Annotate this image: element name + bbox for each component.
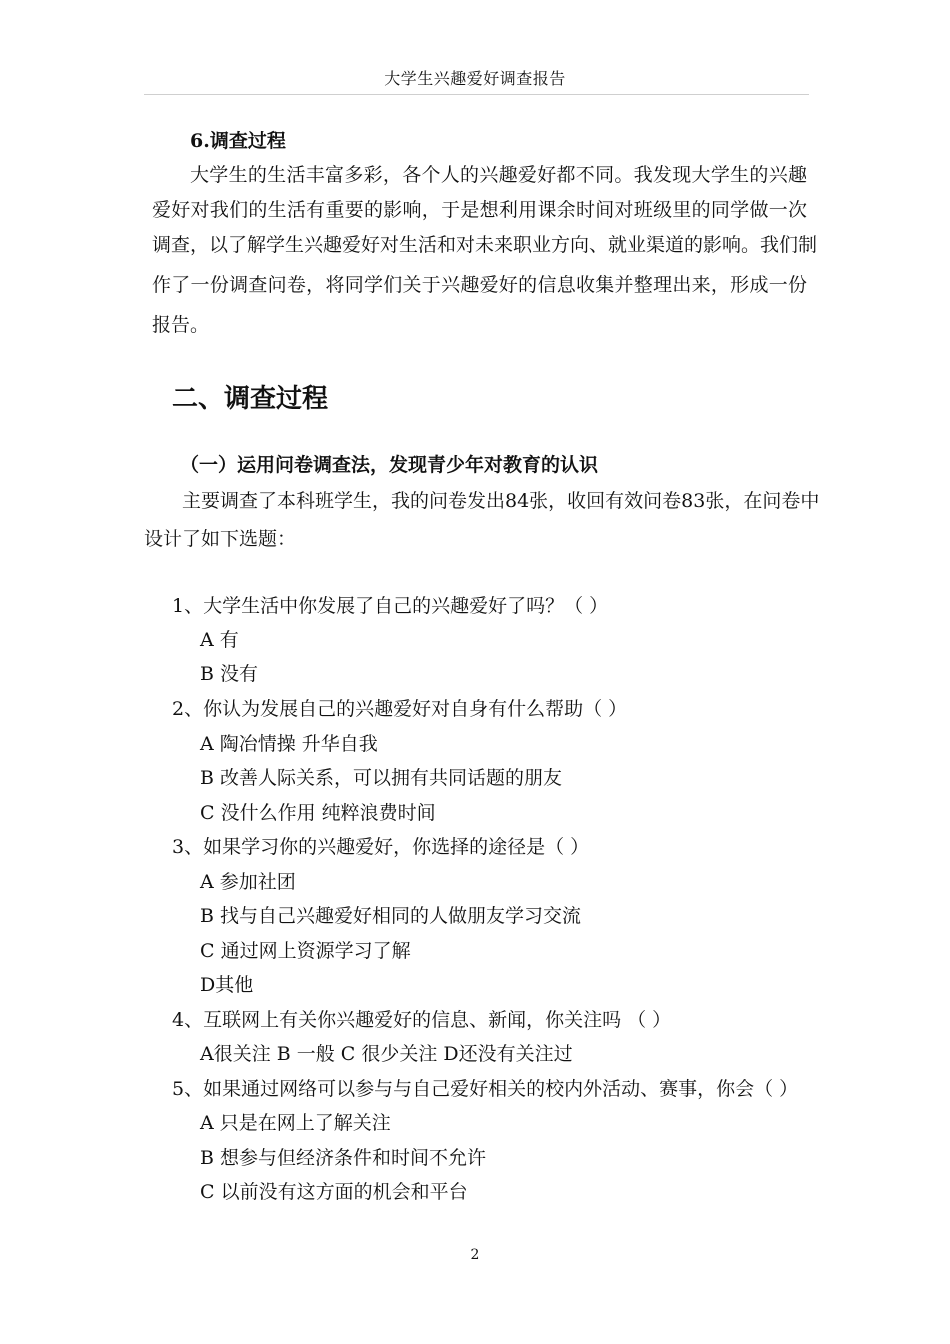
- option-line: D其他: [200, 974, 254, 996]
- question-5: 5、如果通过网络可以参与与自己爱好相关的校内外活动、赛事，你会（ ）: [172, 1078, 799, 1100]
- option-line: A 只是在网上了解关注: [200, 1112, 391, 1134]
- option-line: B 想参与但经济条件和时间不允许: [200, 1147, 487, 1169]
- page-number: 2: [470, 1247, 480, 1263]
- option-line: C 没什么作用 纯粹浪费时间: [200, 802, 436, 824]
- paragraph-line: 设计了如下选题：: [144, 528, 297, 550]
- running-header: 大学生兴趣爱好调查报告: [384, 69, 566, 88]
- question-2: 2、你认为发展自己的兴趣爱好对自身有什么帮助（ ）: [172, 698, 628, 720]
- paragraph-line: 报告。: [152, 314, 210, 336]
- option-line: C 通过网上资源学习了解: [200, 940, 411, 962]
- header-rule: [144, 94, 809, 95]
- chapter-heading: 二、调查过程: [172, 384, 329, 414]
- paragraph-line: 调查，以了解学生兴趣爱好对生活和对未来职业方向、就业渠道的影响。我们制: [152, 234, 818, 256]
- option-line: B 没有: [200, 663, 259, 685]
- option-line: A 有: [200, 629, 239, 651]
- section-heading: 6.调查过程: [190, 130, 286, 152]
- paragraph-line: 主要调查了本科班学生，我的问卷发出84张，收回有效问卷83张，在问卷中: [182, 490, 820, 512]
- subsection-heading: （一）运用问卷调查法，发现青少年对教育的认识: [180, 454, 599, 476]
- question-3: 3、如果学习你的兴趣爱好，你选择的途径是（ ）: [172, 836, 590, 858]
- option-line: A很关注 B 一般 C 很少关注 D还没有关注过: [200, 1043, 573, 1065]
- question-1: 1、大学生活中你发展了自己的兴趣爱好了吗？（ ）: [172, 595, 609, 617]
- option-line: A 陶冶情操 升华自我: [200, 733, 378, 755]
- option-line: A 参加社团: [200, 871, 296, 893]
- paragraph-line: 大学生的生活丰富多彩，各个人的兴趣爱好都不同。我发现大学生的兴趣: [190, 164, 807, 186]
- paragraph-line: 作了一份调查问卷，将同学们关于兴趣爱好的信息收集并整理出来，形成一份: [152, 274, 807, 296]
- option-line: C 以前没有这方面的机会和平台: [200, 1181, 468, 1203]
- option-line: B 改善人际关系，可以拥有共同话题的朋友: [200, 767, 563, 789]
- question-4: 4、互联网上有关你兴趣爱好的信息、新闻，你关注吗 （ ）: [172, 1009, 672, 1031]
- option-line: B 找与自己兴趣爱好相同的人做朋友学习交流: [200, 905, 582, 927]
- paragraph-line: 爱好对我们的生活有重要的影响，于是想利用课余时间对班级里的同学做一次: [152, 199, 807, 221]
